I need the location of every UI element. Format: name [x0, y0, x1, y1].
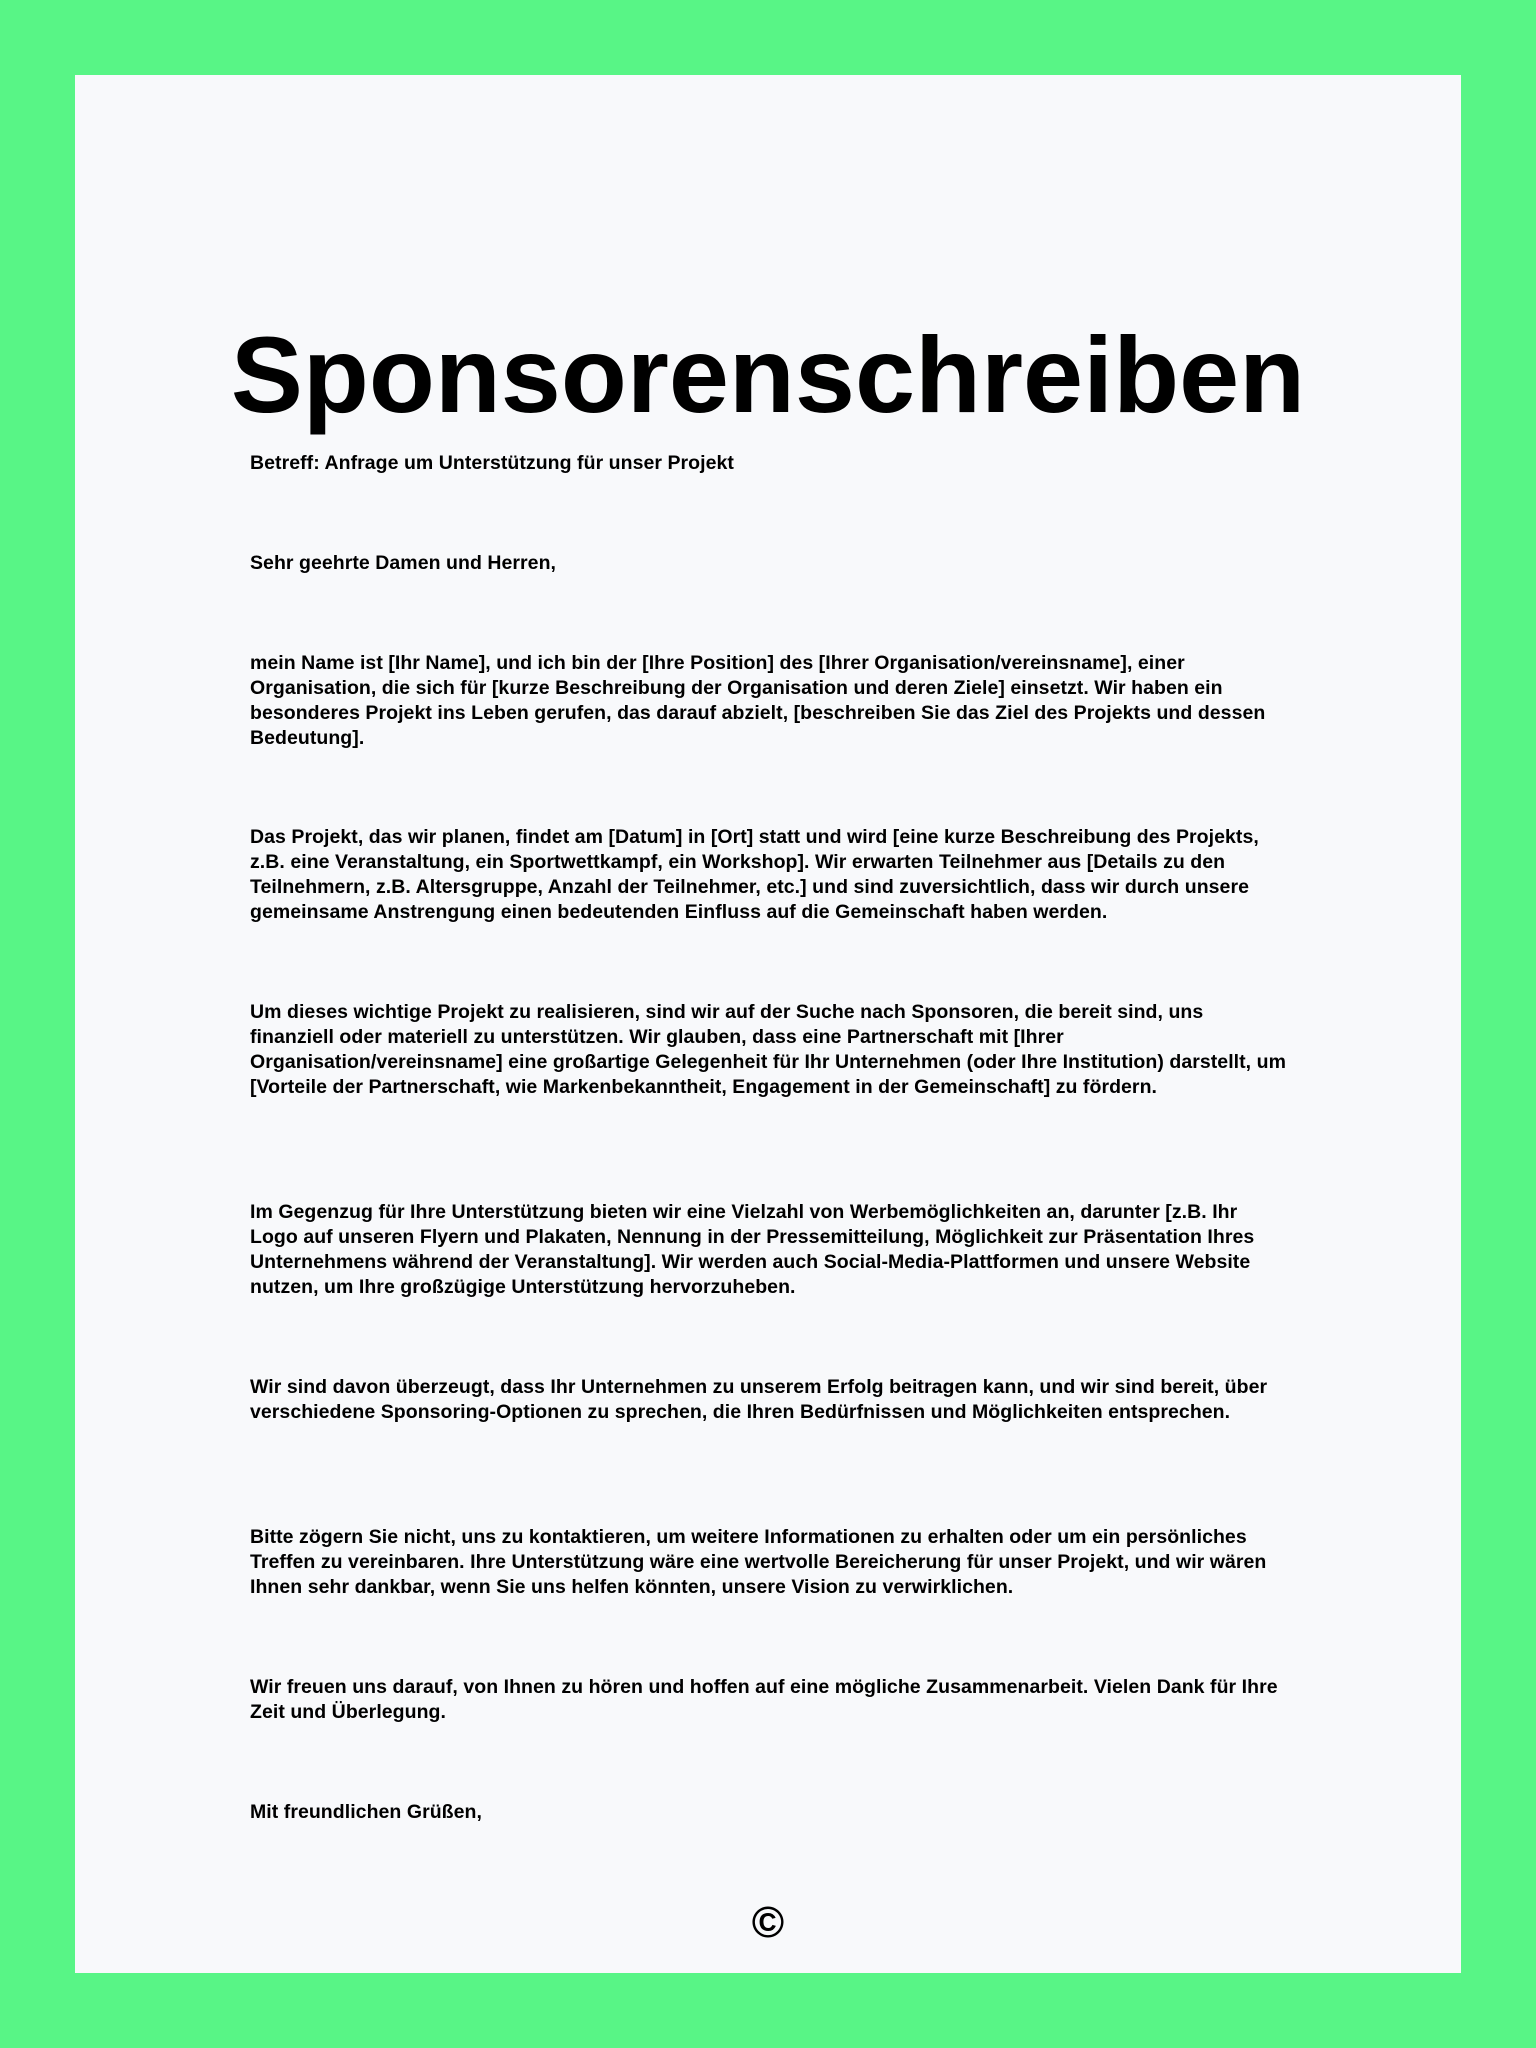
body-paragraph: Wir freuen uns darauf, von Ihnen zu hören und hoffen auf eine mögliche Zusammenarbeit. Vielen Dank für Ihre Zeit und Überlegung.	[250, 1676, 1278, 1723]
copyright-icon: ©	[751, 1898, 785, 1947]
body-paragraph: Bitte zögern Sie nicht, uns zu kontaktieren, um weitere Informationen zu erhalten oder um ein persönliches Treffen zu vereinbaren. Ihre Unterstützung wäre eine wertvolle Bereicherung für unser Projekt, und wir wären Ihnen sehr dankbar, wenn Sie uns helfen könnten, unsere Vision zu verwirklichen.	[250, 1526, 1267, 1598]
document-title: Sponsorenschreiben	[230, 314, 1306, 435]
letter-page	[75, 75, 1461, 1973]
body-paragraph: Um dieses wichtige Projekt zu realisieren, sind wir auf der Suche nach Sponsoren, die bereit sind, uns finanziell oder materiell zu unterstützen. Wir glauben, dass eine Partnerschaft mit [Ihrer Organisation/vereinsname] eine großartige Gelegenheit für Ihr Unternehmen (oder Ihre Institution) darstellt, um [Vorteile der Partnerschaft, wie Markenbekanntheit, Engagement in der Gemeinschaft] zu fördern.	[250, 1001, 1286, 1098]
subject-line: Betreff: Anfrage um Unterstützung für unser Projekt	[250, 452, 734, 474]
body-paragraph: Wir sind davon überzeugt, dass Ihr Unternehmen zu unserem Erfolg beitragen kann, und wir sind bereit, über verschiedene Sponsoring-Optionen zu sprechen, die Ihren Bedürfnissen und Möglichkeiten entsprechen.	[250, 1376, 1268, 1423]
salutation: Sehr geehrte Damen und Herren,	[250, 552, 556, 574]
body-paragraph: Im Gegenzug für Ihre Unterstützung bieten wir eine Vielzahl von Werbemöglichkeiten an, darunter [z.B. Ihr Logo auf unseren Flyern und Plakaten, Nennung in der Pressemitteilung, Möglichkeit zur Präsentation Ihres Unternehmens während der Veranstaltung]. Wir werden auch Social-Media-Plattformen und unsere Website nutzen, um Ihre großzügige Unterstützung hervorzuheben.	[250, 1201, 1255, 1298]
closing-line: Mit freundlichen Grüßen,	[250, 1801, 482, 1823]
body-paragraph: mein Name ist [Ihr Name], und ich bin der [Ihre Position] des [Ihrer Organisation/vereinsname], einer Organisation, die sich für [kurze Beschreibung der Organisation und deren Ziele] einsetzt. Wir haben ein besonderes Projekt ins Leben gerufen, das darauf abzielt, [beschreiben Sie das Ziel des Projekts und dessen Bedeutung].	[250, 652, 1266, 749]
body-paragraph: Das Projekt, das wir planen, findet am [Datum] in [Ort] statt und wird [eine kurze Beschreibung des Projekts, z.B. eine Veranstaltung, ein Sportwettkampf, ein Workshop]. Wir erwarten Teilnehmer aus [Details zu den Teilnehmern, z.B. Altersgruppe, Anzahl der Teilnehmer, etc.] und sind zuversichtlich, dass wir durch unsere gemeinsame Anstrengung einen bedeutenden Einfluss auf die Gemeinschaft haben werden.	[250, 826, 1259, 923]
